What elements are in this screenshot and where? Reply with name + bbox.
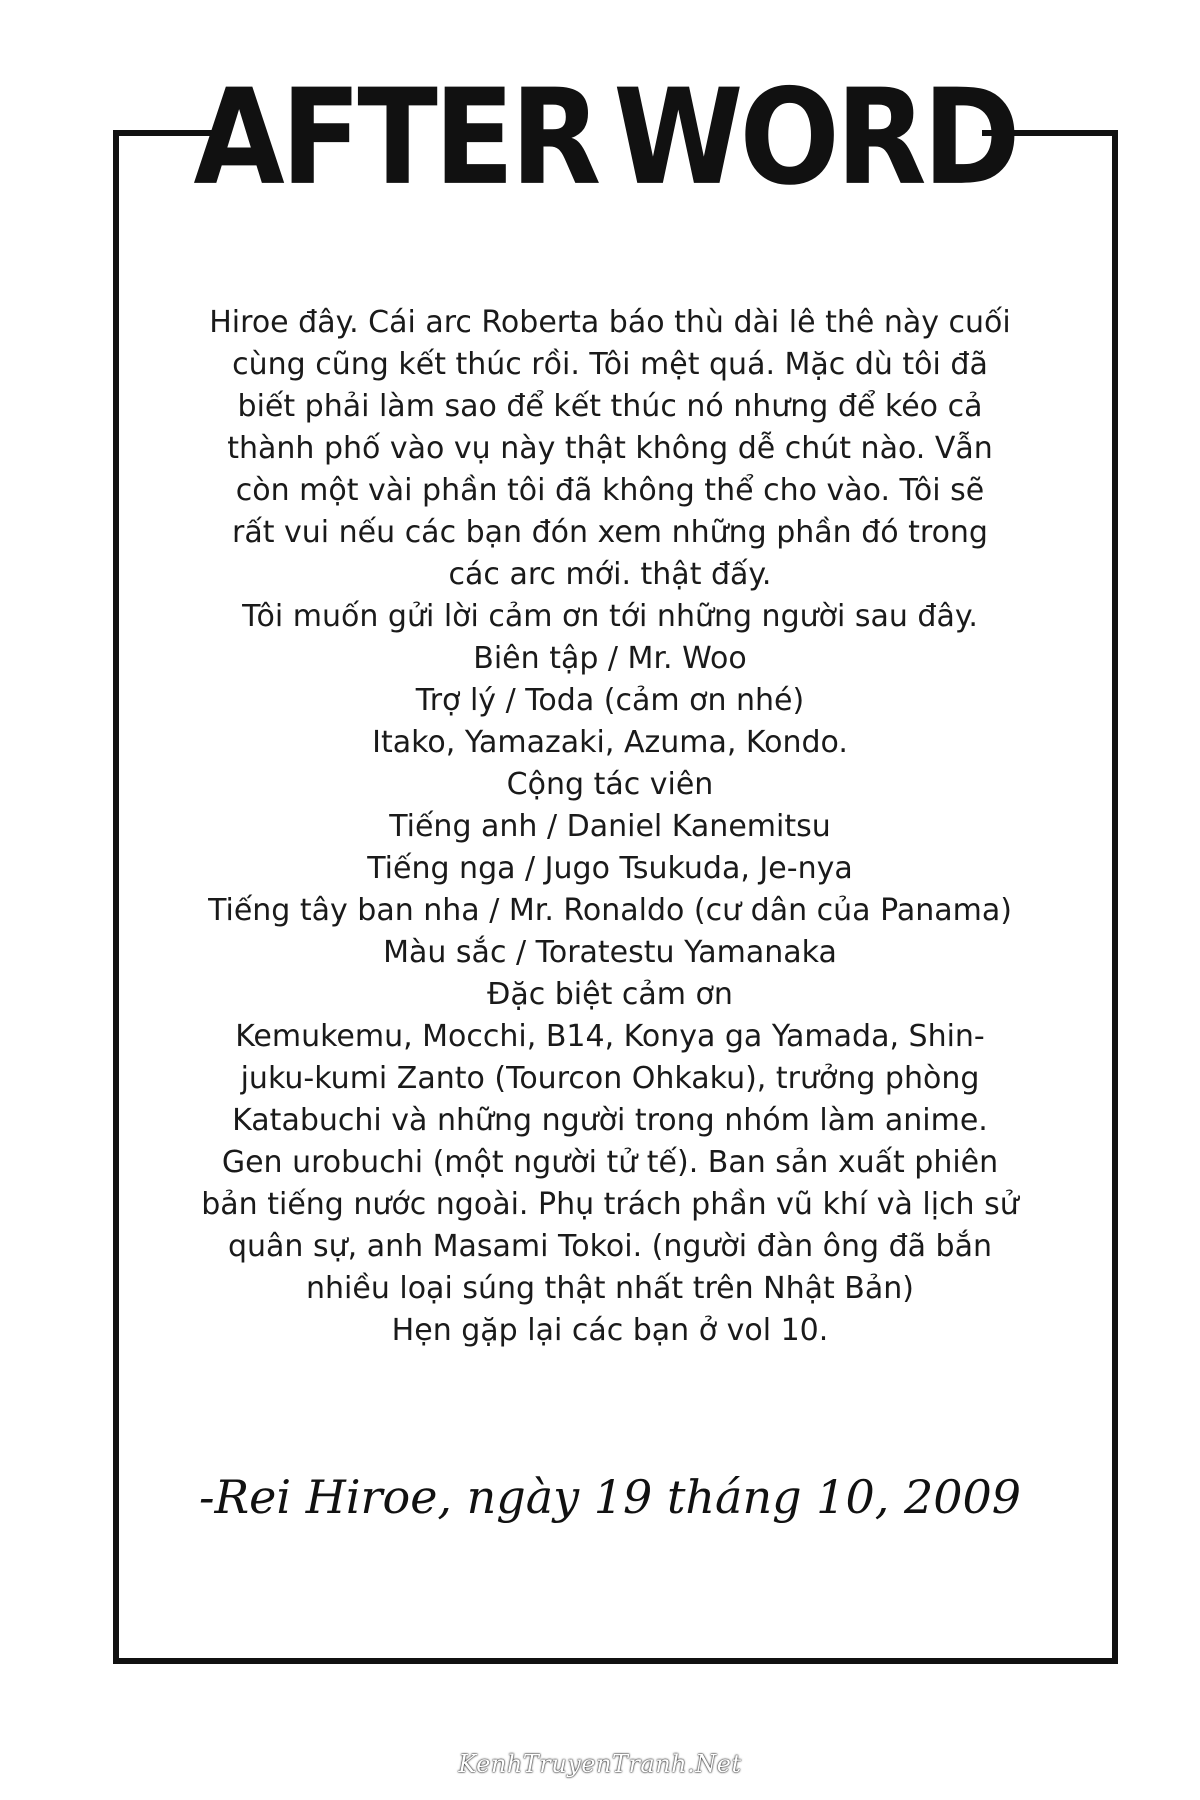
credit-line: Tiếng nga / Jugo Tsukuda, Je-nya (367, 851, 853, 886)
body-line: nhiều loại súng thật nhất trên Nhật Bản) (306, 1271, 914, 1306)
header-word-left: AFTER (193, 59, 598, 215)
credit-line: Tiếng tây ban nha / Mr. Ronaldo (cư dân của Panama) (208, 893, 1012, 928)
header-word-right: WORD (613, 59, 1017, 215)
author-signature: -Rei Hiroe, ngày 19 tháng 10, 2009 (198, 1470, 1022, 1524)
body-line: Katabuchi và những người trong nhóm làm anime. (232, 1103, 988, 1138)
afterword-body (170, 302, 1050, 1352)
credit-line: Đặc biệt cảm ơn (487, 977, 733, 1012)
body-line: quân sự, anh Masami Tokoi. (người đàn ông đã bắn (227, 1229, 992, 1264)
credit-line: Tiếng anh / Daniel Kanemitsu (389, 809, 831, 844)
site-watermark: KenhTruyenTranh.Net (458, 1750, 742, 1778)
body-line: cùng cũng kết thúc rồi. Tôi mệt quá. Mặc dù tôi đã (232, 347, 988, 382)
closing-line: Hẹn gặp lại các bạn ở vol 10. (391, 1313, 829, 1348)
body-line: Tôi muốn gửi lời cảm ơn tới những người sau đây. (242, 599, 978, 634)
credit-line: Màu sắc / Toratestu Yamanaka (383, 935, 837, 970)
body-line: thành phố vào vụ này thật không dễ chút nào. Vẫn (227, 431, 993, 466)
body-line: các arc mới. thật đấy. (448, 557, 772, 592)
credit-line: Itako, Yamazaki, Azuma, Kondo. (372, 725, 848, 760)
afterword-header (193, 59, 1017, 215)
credit-line: Cộng tác viên (506, 767, 714, 802)
body-line: Hiroe đây. Cái arc Roberta báo thù dài lê thê này cuối (209, 305, 1011, 340)
credit-line: Biên tập / Mr. Woo (473, 641, 747, 676)
credit-line: Trợ lý / Toda (cảm ơn nhé) (415, 683, 805, 718)
body-line: còn một vài phần tôi đã không thể cho vào. Tôi sẽ (235, 473, 985, 508)
body-line: rất vui nếu các bạn đón xem những phần đó trong (232, 515, 988, 550)
body-line: Kemukemu, Mocchi, B14, Konya ga Yamada, Shin- (235, 1019, 985, 1054)
body-line: biết phải làm sao để kết thúc nó nhưng để kéo cả (237, 389, 983, 424)
body-line: bản tiếng nước ngoài. Phụ trách phần vũ khí và lịch sử (201, 1187, 1019, 1222)
body-line: Gen urobuchi (một người tử tế). Ban sản xuất phiên (221, 1145, 999, 1180)
body-line: juku-kumi Zanto (Tourcon Ohkaku), trưởng phòng (240, 1061, 980, 1096)
